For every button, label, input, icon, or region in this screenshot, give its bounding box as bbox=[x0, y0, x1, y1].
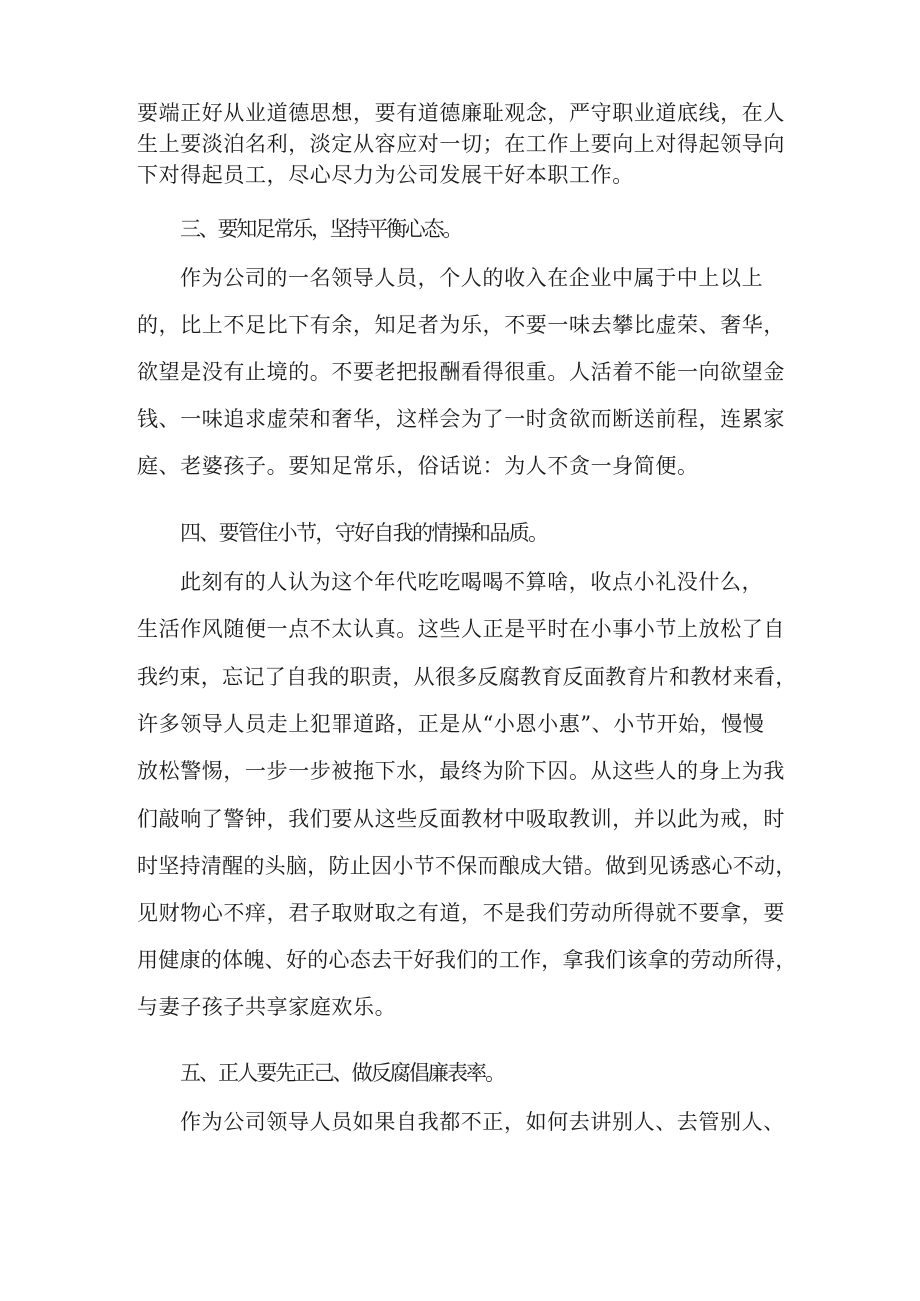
section-4-line-5: 放松警惕，一步一步被拖下水，最终为阶下囚。从这些人的身上为我 bbox=[137, 759, 785, 783]
section-4-line-9: 用健康的体魄、好的心态去干好我们的工作，拿我们该拿的劳动所得， bbox=[137, 948, 797, 972]
section-4-heading: 四、要管住小节，守好自我的情操和品质。 bbox=[180, 521, 548, 545]
section-3-heading: 三、要知足常乐，坚持平衡心态。 bbox=[180, 217, 461, 241]
section-3-line-3: 欲望是没有止境的。不要老把报酬看得很重。人活着不能一向欲望金 bbox=[137, 360, 785, 384]
section-4-line-6: 们敲响了警钟，我们要从这些反面教材中吸取教训，并以此为戒，时 bbox=[137, 807, 785, 831]
intro-line-1: 要端正好从业道德思想，要有道德廉耻观念，严守职业道底线，在人 bbox=[137, 101, 785, 125]
section-4-line-2: 生活作风随便一点不太认真。这些人正是平时在小事小节上放松了自 bbox=[137, 617, 785, 641]
intro-line-2: 生上要淡泊名利，淡定从容应对一切；在工作上要向上对得起领导向 bbox=[137, 132, 785, 156]
section-5-heading: 五、正人要先正己、做反腐倡廉表率。 bbox=[180, 1061, 505, 1085]
section-4-line-3: 我约束，忘记了自我的职责，从很多反腐教育反面教育片和教材来看， bbox=[137, 665, 797, 689]
intro-line-3: 下对得起员工，尽心尽力为公司发展干好本职工作。 bbox=[137, 163, 634, 187]
section-4-line-4: 许多领导人员走上犯罪道路，正是从“小恩小惠”、小节开始，慢慢 bbox=[137, 712, 765, 736]
section-3-line-5: 庭、老婆孩子。要知足常乐，俗话说：为人不贪一身简便。 bbox=[137, 454, 699, 478]
section-3-line-2: 的，比上不足比下有余，知足者为乐，不要一味去攀比虚荣、奢华， bbox=[137, 313, 785, 337]
section-4-line-1: 此刻有的人认为这个年代吃吃喝喝不算啥，收点小礼没什么， bbox=[180, 570, 764, 594]
section-4-line-10: 与妻子孩子共享家庭欢乐。 bbox=[137, 995, 397, 1019]
section-4-line-8: 见财物心不痒，君子取财取之有道，不是我们劳动所得就不要拿，要 bbox=[137, 901, 785, 925]
section-4-line-7: 时坚持清醒的头脑，防止因小节不保而酿成大错。做到见诱惑心不动， bbox=[137, 854, 797, 878]
section-5-line-1: 作为公司领导人员如果自我都不正，如何去讲别人、去管别人、 bbox=[180, 1110, 785, 1134]
section-3-line-4: 钱、一味追求虚荣和奢华，这样会为了一时贪欲而断送前程，连累家 bbox=[137, 407, 785, 431]
section-3-line-1: 作为公司的一名领导人员，个人的收入在企业中属于中上以上 bbox=[180, 266, 764, 290]
